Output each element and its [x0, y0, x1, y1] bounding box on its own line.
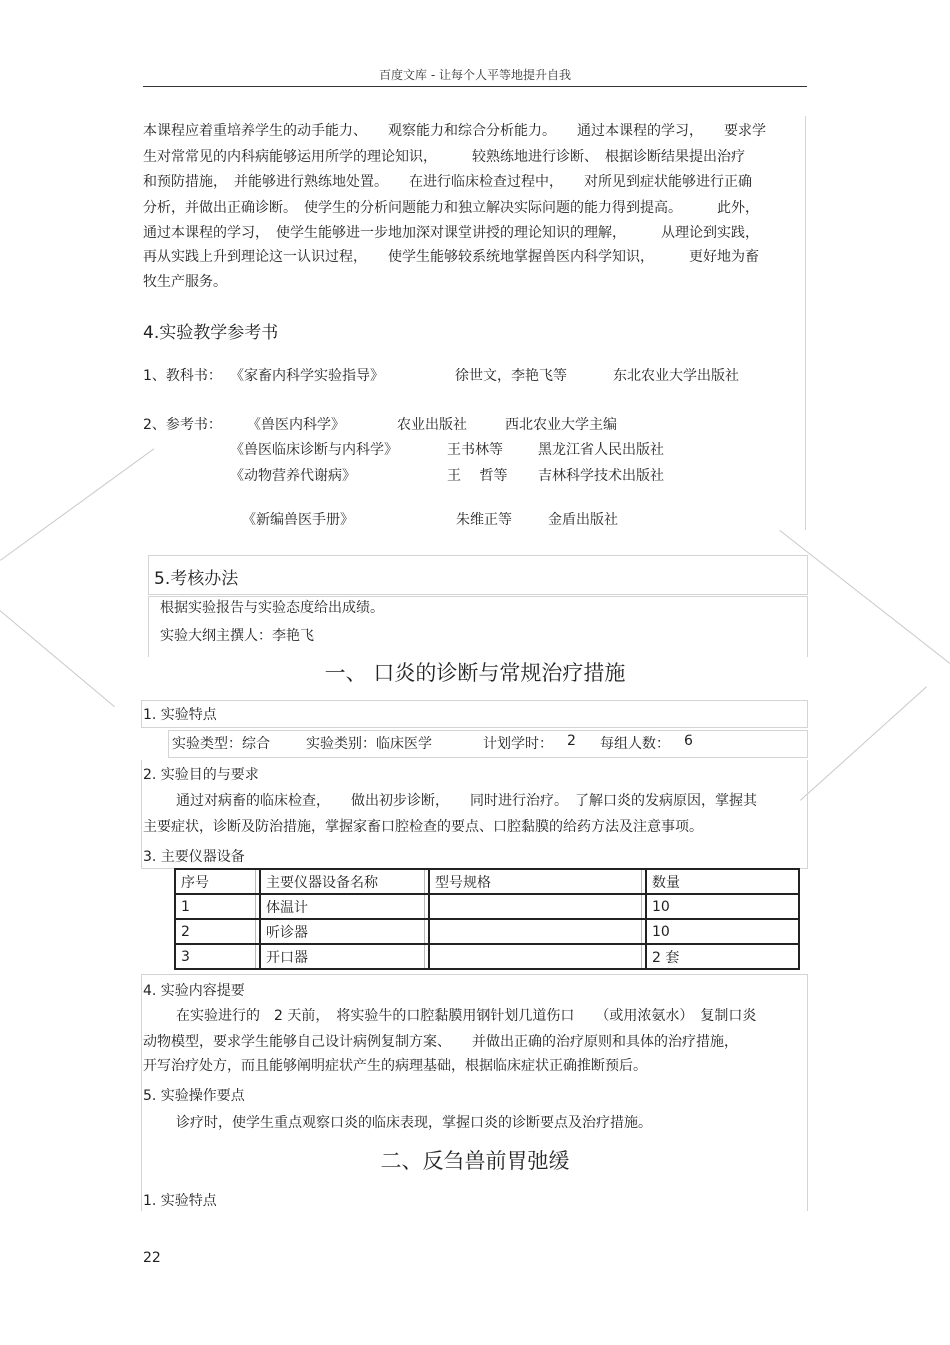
- table-cell: 开口器: [260, 944, 429, 969]
- lab1-operation-line: 诊疗时，使学生重点观察口炎的临床表现，掌握口炎的诊断要点及治疗措施。: [176, 1115, 652, 1131]
- reference-publisher: 金盾出版社: [548, 512, 618, 528]
- page-number: 22: [143, 1250, 161, 1266]
- header-rule: [143, 86, 807, 87]
- table-header-cell: 主要仪器设备名称: [260, 869, 429, 894]
- section5-line: 根据实验报告与实验态度给出成绩。: [160, 600, 384, 616]
- table-header-cell: 型号规格: [429, 869, 646, 894]
- table-cell: [429, 944, 646, 969]
- lab1-content-line: 开写治疗处方，而且能够阐明症状产生的病理基础，根据临床症状正确推断预后。: [143, 1058, 647, 1074]
- decorative-line: [779, 530, 950, 666]
- table-cell: 10: [646, 919, 799, 944]
- table-header-cell: 数量: [646, 869, 799, 894]
- reference-authors: 王 哲等: [447, 468, 508, 484]
- reference-title: 《动物营养代谢病》: [230, 468, 356, 484]
- lab1-group-label: 每组人数：: [600, 736, 670, 752]
- section5-frame: [148, 555, 808, 595]
- textbook-publisher: 东北农业大学出版社: [613, 368, 739, 384]
- lab1-content-line: 在实验进行的 2 天前， 将实验牛的口腔黏膜用钢针划几道伤口 （或用浓氨水） 复制口炎: [176, 1008, 757, 1024]
- intro-line: 牧生产服务。: [143, 274, 227, 290]
- lab2-title: 二、反刍兽前胃弛缓: [380, 1149, 570, 1173]
- intro-line: 通过本课程的学习， 使学生能够进一步地加深对课堂讲授的理论知识的理解， 从理论到实践，: [143, 225, 759, 241]
- section4-heading: 4.实验教学参考书: [143, 323, 279, 343]
- lab1-hours-label: 计划学时：: [483, 736, 553, 752]
- intro-line: 再从实践上升到理论这一认识过程， 使学生能够较系统地掌握兽医内科学知识， 更好地为畜: [143, 249, 759, 265]
- textbook-label: 1、教科书：: [143, 368, 222, 384]
- reference-authors: 朱维正等: [456, 512, 512, 528]
- lab1-purpose-line: 通过对病畜的临床检查， 做出初步诊断， 同时进行治疗。 了解口炎的发病原因，掌握其: [176, 793, 757, 809]
- lab1-content-line: 动物模型，要求学生能够自己设计病例复制方案、 并做出正确的治疗原则和具体的治疗措施，: [143, 1034, 738, 1050]
- lab1-purpose-line: 主要症状，诊断及防治措施，掌握家畜口腔检查的要点、口腔黏膜的给药方法及注意事项。: [143, 819, 703, 835]
- intro-line: 本课程应着重培养学生的动手能力、 观察能力和综合分析能力。 通过本课程的学习， 要求学: [143, 123, 766, 139]
- textbook-authors: 徐世文，李艳飞等: [455, 368, 567, 384]
- lab1-features-heading: 1. 实验特点: [143, 707, 217, 723]
- lab1-operation-heading: 5. 实验操作要点: [143, 1088, 245, 1104]
- reference-authors: 王书林等: [447, 442, 503, 458]
- reference-authors: 农业出版社: [397, 417, 467, 433]
- table-cell: 1: [175, 894, 260, 919]
- decorative-line: [0, 448, 154, 560]
- lab1-equipment-heading: 3. 主要仪器设备: [143, 849, 245, 865]
- lab1-title: 一、 口炎的诊断与常规治疗措施: [324, 661, 626, 685]
- table-cell: 体温计: [260, 894, 429, 919]
- decorative-line: [800, 686, 927, 800]
- table-row: [175, 919, 799, 944]
- table-cell: 3: [175, 944, 260, 969]
- page-header: 百度文库 - 让每个人平等地提升自我: [379, 68, 571, 82]
- table-row: [175, 944, 799, 969]
- table-row: [175, 894, 799, 919]
- lab1-group: 6: [684, 733, 693, 749]
- lab1-content-heading: 4. 实验内容提要: [143, 983, 245, 999]
- intro-line: 分析，并做出正确诊断。 使学生的分析问题能力和独立解决实际问题的能力得到提高。 此外，: [143, 200, 759, 216]
- reference-publisher: 黑龙江省人民出版社: [538, 442, 664, 458]
- lab1-type: 实验类型：综合: [172, 736, 270, 752]
- table-cell: [429, 894, 646, 919]
- intro-line: 生对常常见的内科病能够运用所学的理论知识， 较熟练地进行诊断、 根据诊断结果提出治疗: [143, 149, 745, 165]
- table-cell: 2: [175, 919, 260, 944]
- reference-title: 《新编兽医手册》: [242, 512, 354, 528]
- reference-title: 《兽医临床诊断与内科学》: [230, 442, 398, 458]
- section5-heading: 5.考核办法: [154, 569, 239, 589]
- intro-line: 和预防措施， 并能够进行熟练地处置。 在进行临床检查过程中， 对所见到症状能够进行正确: [143, 174, 752, 190]
- references-label: 2、参考书：: [143, 417, 222, 433]
- reference-publisher: 西北农业大学主编: [505, 417, 617, 433]
- reference-publisher: 吉林科学技术出版社: [538, 468, 664, 484]
- reference-title: 《兽医内科学》: [247, 417, 345, 433]
- section5-line: 实验大纲主撰人：李艳飞: [160, 628, 314, 644]
- lab1-category: 实验类别：临床医学: [306, 736, 432, 752]
- table-header-cell: 序号: [175, 869, 260, 894]
- table-cell: 听诊器: [260, 919, 429, 944]
- features-frame: [141, 700, 808, 728]
- lab1-purpose-heading: 2. 实验目的与要求: [143, 767, 259, 783]
- table-cell: [429, 919, 646, 944]
- equipment-table: [174, 868, 800, 970]
- textbook-title: 《家畜内科学实验指导》: [230, 368, 384, 384]
- lab2-features-heading: 1. 实验特点: [143, 1193, 217, 1209]
- table-cell: 10: [646, 894, 799, 919]
- table-cell: 2 套: [646, 944, 799, 969]
- lab1-hours: 2: [567, 733, 576, 749]
- table-header-row: [175, 869, 799, 894]
